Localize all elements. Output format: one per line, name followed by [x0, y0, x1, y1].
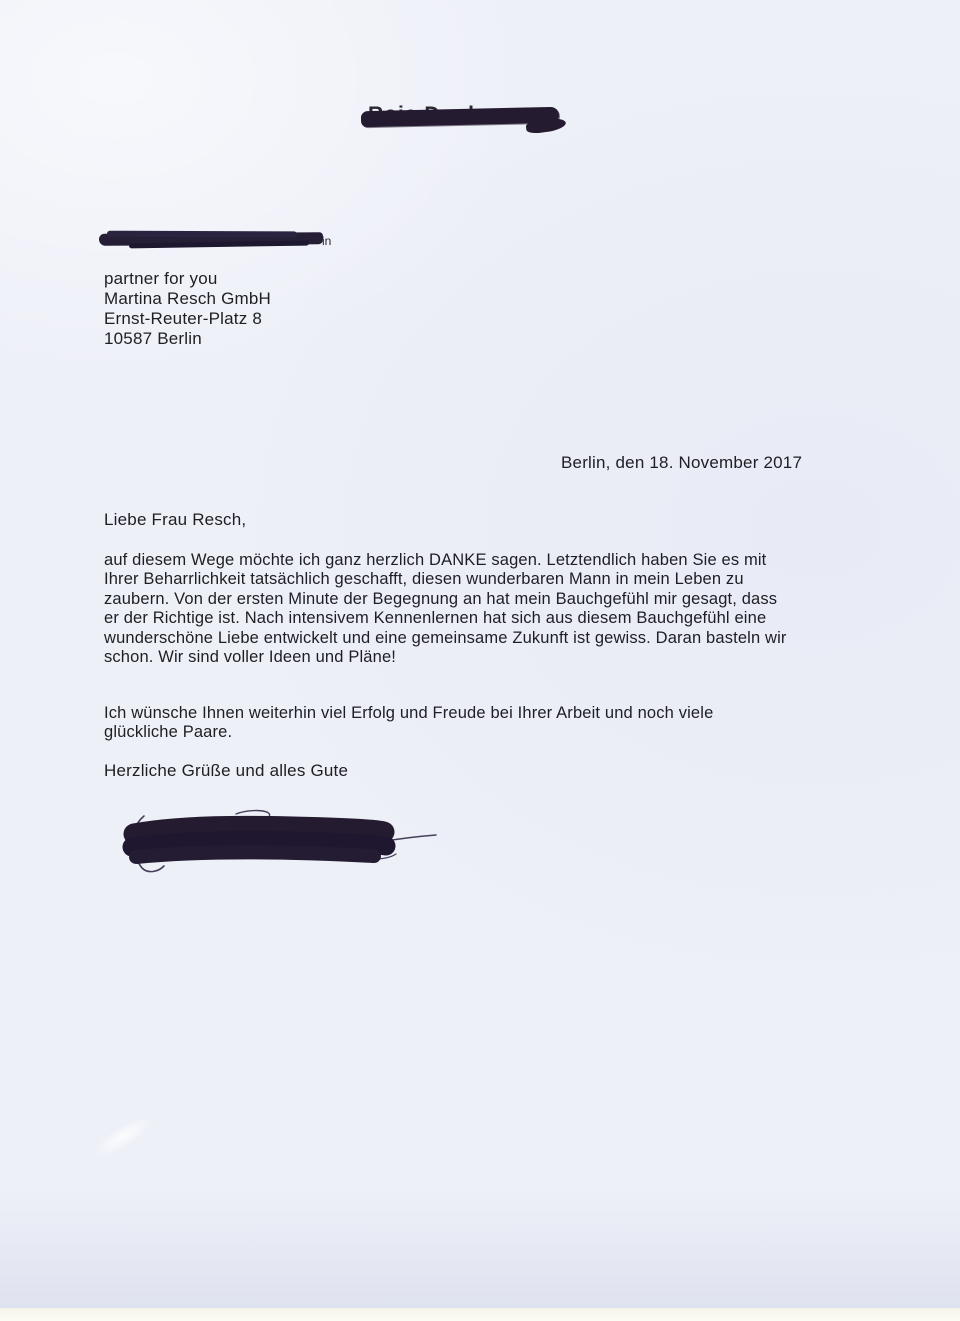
recipient-address-block	[104, 269, 271, 349]
letterhead	[368, 103, 543, 137]
sender-line-visible-tail: in	[322, 234, 332, 248]
body-line: auf diesem Wege möchte ich ganz herzlich DANKE sagen. Letztendlich haben Sie es mit	[104, 551, 767, 569]
body-line: schon. Wir sind voller Ideen und Pläne!	[104, 648, 397, 667]
recipient-line-company-name: Martina Resch GmbH	[104, 289, 272, 308]
signature-redaction-drawing	[118, 806, 448, 878]
closing-line: Herzliche Grüße und alles Gute	[104, 761, 349, 780]
body-line: wunderschöne Liebe entwickelt und eine gemeinsame Zukunft ist gewiss. Daran basteln wir	[104, 628, 787, 647]
paper-crease-mark	[49, 1079, 188, 1202]
salutation: Liebe Frau Resch,	[104, 510, 247, 529]
recipient-line-company-tagline: partner for you	[104, 269, 218, 288]
scanner-edge-strip	[0, 1308, 960, 1321]
body-line: Ich wünsche Ihnen weiterhin viel Erfolg und Freude bei Ihrer Arbeit und noch viele	[104, 704, 714, 722]
body-line: glückliche Paare.	[104, 723, 233, 742]
body-paragraph-1	[104, 551, 787, 667]
body-line: zaubern. Von der ersten Minute der Begegnung an hat mein Bauchgefühl mir gesagt, dass	[104, 589, 778, 608]
body-paragraph-2	[104, 704, 713, 743]
recipient-line-city: 10587 Berlin	[104, 329, 202, 348]
recipient-line-street: Ernst-Reuter-Platz 8	[104, 309, 262, 328]
date-line: Berlin, den 18. November 2017	[561, 453, 803, 472]
signature-redaction-scribble	[118, 806, 448, 878]
sender-redaction-scribble	[99, 232, 323, 246]
body-line: Ihrer Beharrlichkeit tatsächlich geschafft, diesen wunderbaren Mann in mein Leben zu	[104, 570, 744, 589]
body-line: er der Richtige ist. Nach intensivem Kennenlernen hat sich aus diesem Bauchgefühl eine	[104, 609, 767, 628]
